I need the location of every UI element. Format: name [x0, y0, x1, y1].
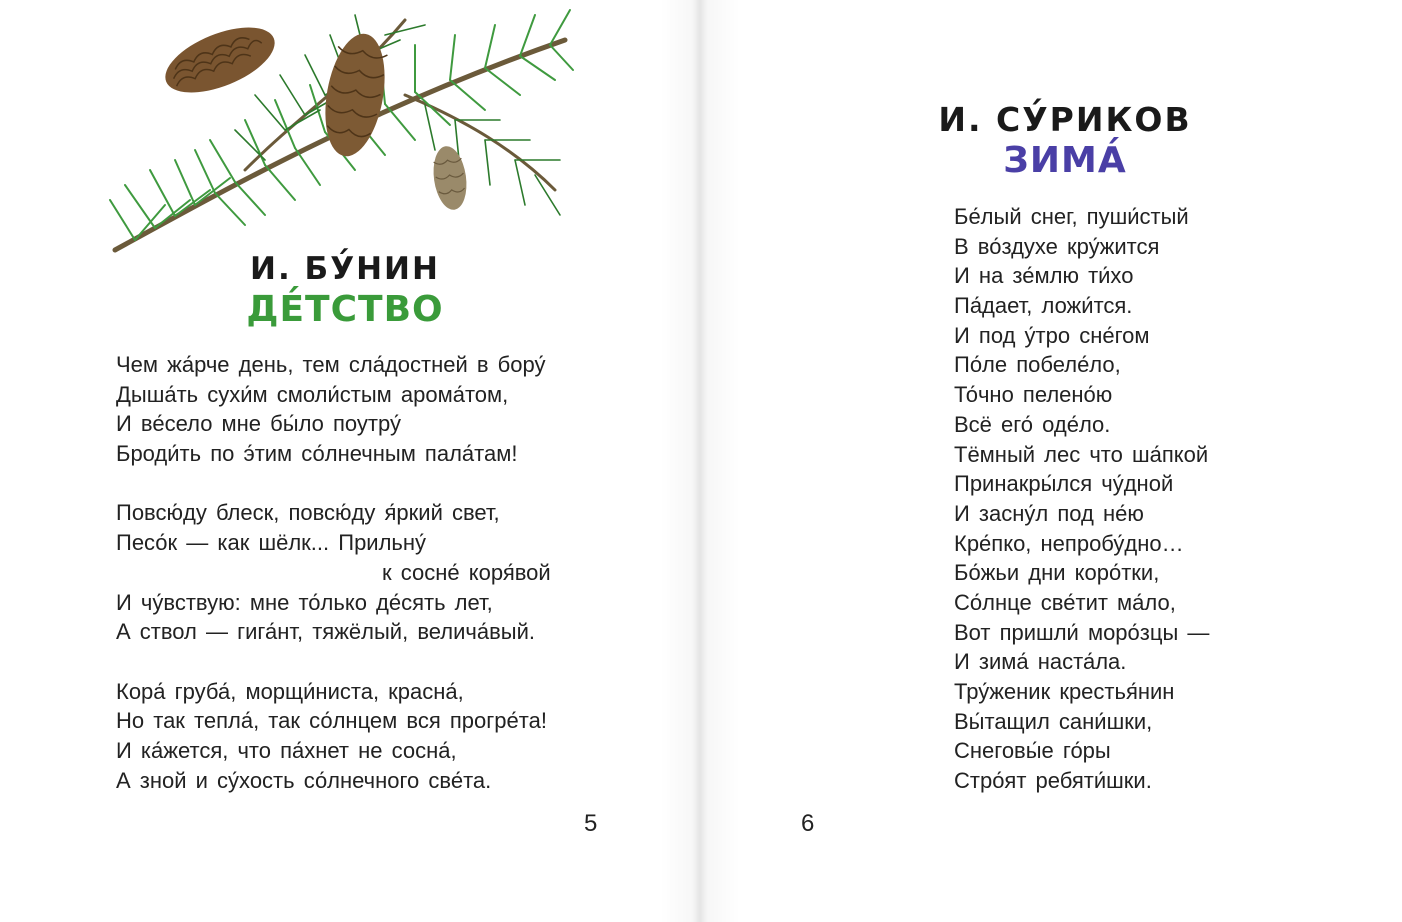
poem-line: То́чно пелено́ю [954, 382, 1113, 408]
page-number-left: 5 [584, 810, 598, 837]
poem-line: Па́дает, ложи́тся. [954, 293, 1133, 319]
left-poem-title: ДЕ́ТСТВО [246, 289, 444, 330]
poem-line: По́ле побеле́ло, [954, 352, 1121, 378]
stanza-gap [116, 647, 551, 677]
poem-line: Но так тепла́, так со́лнцем вся прогре́та! [116, 708, 547, 734]
poem-line: Снеговы́е го́ры [954, 738, 1111, 764]
poem-line: А зной и су́хость со́лнечного све́та. [116, 767, 492, 793]
poem-line: Бе́лый снег, пуши́стый [954, 204, 1189, 229]
poem-line: Бо́жьи дни коро́тки, [954, 560, 1160, 586]
page-number-right: 6 [801, 810, 815, 837]
poem-line: Вот пришли́ моро́зцы — [954, 619, 1210, 645]
right-author: И. СУ́РИКОВ [938, 100, 1192, 139]
poem-line: Чем жа́рче день, тем сла́достней в бору́ [116, 352, 546, 377]
poem-line: И ве́село мне бы́ло поутру́ [116, 411, 401, 437]
poem-line: И засну́л под не́ю [954, 500, 1144, 526]
poem-line: Песо́к — как шёлк... Прильну́ [116, 530, 427, 556]
poem-line: Тру́женик крестья́нин [954, 679, 1175, 704]
left-page [0, 0, 700, 922]
poem-line: И на зе́млю ти́хо [954, 263, 1134, 289]
poem-line: И ка́жется, что па́хнет не сосна́, [116, 737, 457, 763]
poem-line: Броди́ть по э́тим со́лнечным пала́там! [116, 441, 518, 467]
left-author: И. БУ́НИН [250, 251, 440, 287]
poem-line: Дыша́ть сухи́м смоли́стым арома́том, [116, 381, 509, 407]
poem-line: Повсю́ду блеск, повсю́ду я́ркий свет, [116, 500, 500, 526]
poem-line: Всё его́ оде́ло. [954, 411, 1111, 437]
poem-line: А ствол — гига́нт, тяжёлый, велича́вый. [116, 619, 535, 645]
poem-line: И под у́тро сне́гом [954, 322, 1150, 348]
poem-line: к сосне́ коря́вой [382, 559, 551, 585]
poem-line: Вы́тащил сани́шки, [954, 708, 1153, 734]
poem-line: В во́здухе кру́жится [954, 233, 1160, 259]
right-poem-body [954, 202, 1209, 796]
poem-line: И зима́ наста́ла. [954, 649, 1127, 675]
poem-line: Кре́пко, непробу́дно… [954, 530, 1184, 556]
right-poem-title: ЗИМА́ [1003, 140, 1127, 181]
poem-line: Стро́ят ребяти́шки. [954, 768, 1152, 794]
poem-line: Кора́ груба́, морщи́ниста, красна́, [116, 678, 464, 704]
fir-branch-illustration [105, 0, 575, 262]
poem-line: Принакры́лся чу́дной [954, 471, 1174, 497]
poem-line: Со́лнце све́тит ма́ло, [954, 589, 1176, 615]
stanza-gap [116, 469, 551, 499]
poem-line: И чу́вствую: мне то́лько де́сять лет, [116, 589, 493, 615]
poem-line: Тёмный лес что ша́пкой [954, 441, 1209, 467]
left-poem-body [116, 350, 551, 795]
